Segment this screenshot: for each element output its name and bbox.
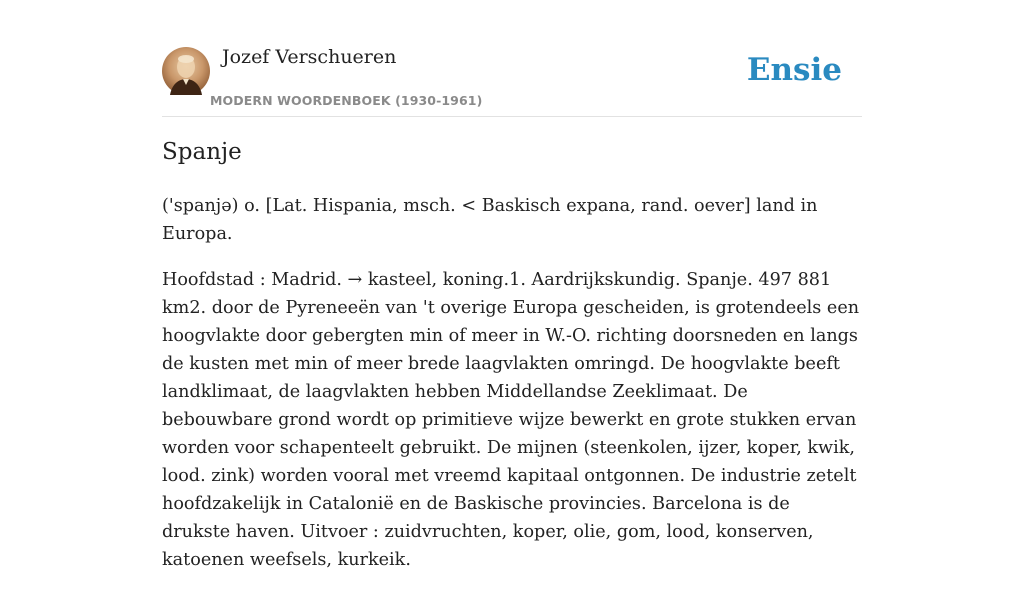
entry-paragraph: Hoofdstad : Madrid. → kasteel, koning.1. Aardrijkskundig. Spanje. 497 881 km2. door de Pyreneeën van 't overige Europa gescheiden, is grotendeels een hoogvlakte door gebergten min of meer in W.-O. richting doorsneden en langs de kusten met min of meer brede laagvlakten omringd. De hoogvlakte beeft landklimaat, de laagvlakten hebben Middellandse Zeeklimaat. De bebouwbare grond wordt op primitieve wijze bewerkt en grote stukken ervan worden voor schapenteelt gebruikt. De mijnen (steenkolen, ijzer, koper, kwik, lood. zink) worden vooral met vreemd kapitaal ontgonnen. De industrie zetelt hoofdzakelijk in Catalonië en de Baskische provincies. Barcelona is de drukste haven. Uitvoer : zuidvruchten, koper, olie, gom, lood, konserven, katoenen weefsels, kurkeik. (162, 270, 860, 570)
portrait-icon (162, 47, 210, 95)
source-label[interactable]: MODERN WOORDENBOEK (1930-1961) (210, 93, 483, 108)
entry-title: Spanje (162, 139, 242, 165)
entry-paragraph: ('spanjə) o. [Lat. Hispania, msch. < Baskisch expana, rand. oever] land in Europa. (162, 196, 818, 244)
entry-body (162, 192, 862, 592)
ensie-logo[interactable]: Ensie (746, 52, 842, 88)
author-avatar[interactable] (162, 47, 210, 95)
header (162, 0, 862, 117)
author-name[interactable]: Jozef Verschueren (222, 46, 397, 68)
